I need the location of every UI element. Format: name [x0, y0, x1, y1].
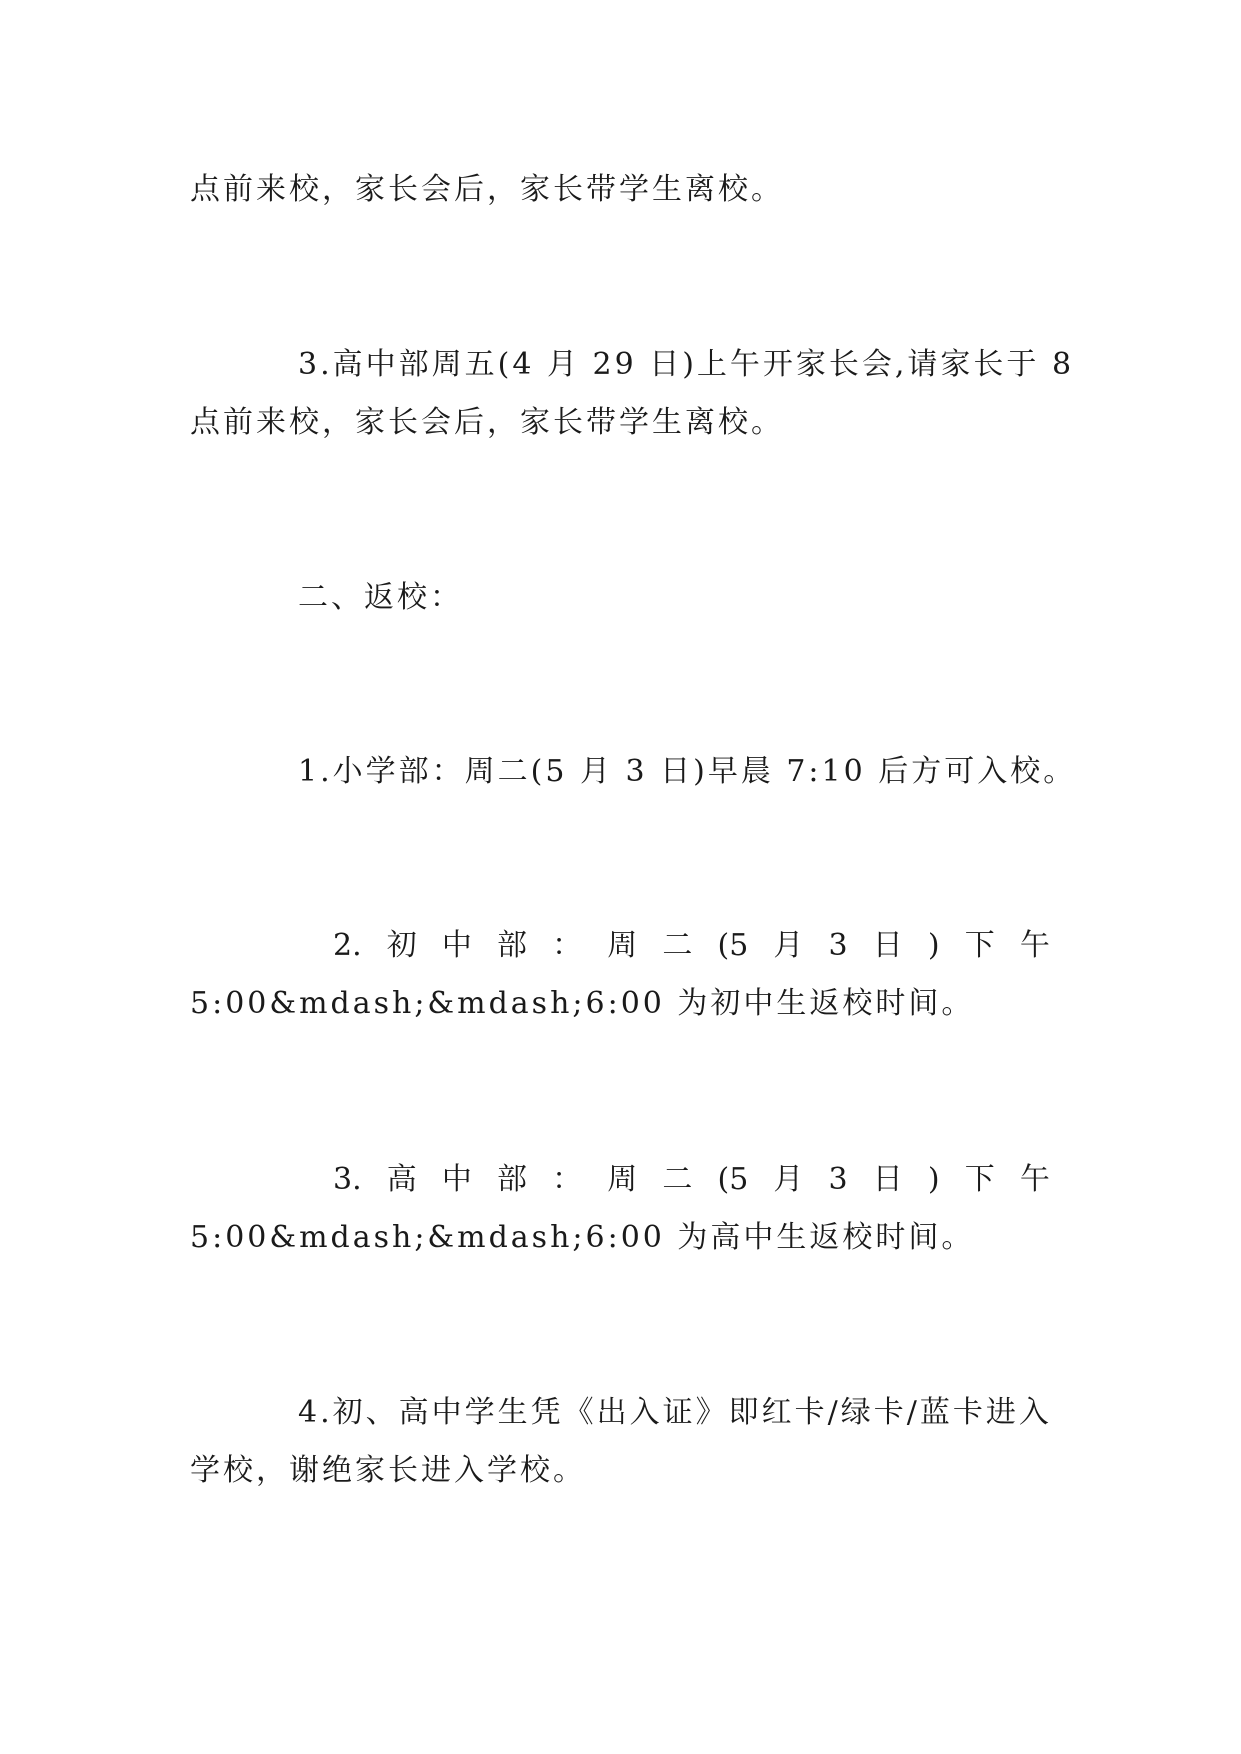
paragraph-1-line-1: 点前来校，家长会后，家长带学生离校。 [190, 172, 784, 207]
p5-token: 午 [1019, 1162, 1050, 1197]
p4-token: 2. [333, 928, 362, 963]
paragraph-4-line-2: 5:00&mdash;&mdash;6:00 为初中生返校时间。 [190, 986, 975, 1021]
p4-token: (5 [717, 928, 749, 963]
p5-token: 月 [773, 1162, 804, 1197]
p5-token: 周 [607, 1162, 638, 1197]
p5-token: ： [552, 1162, 583, 1197]
p4-token: 周 [607, 928, 638, 963]
paragraph-2-line-2: 点前来校，家长会后，家长带学生离校。 [190, 405, 784, 440]
p5-token: (5 [717, 1162, 749, 1197]
p4-token: 二 [662, 928, 693, 963]
p4-token: 午 [1019, 928, 1050, 963]
p4-token: ： [552, 928, 583, 963]
p4-token: 中 [441, 928, 472, 963]
paragraph-6-line-1: 4.初、高中学生凭《出入证》即红卡/绿卡/蓝卡进入 [298, 1395, 1052, 1430]
p5-token: ) [927, 1162, 940, 1197]
p5-token: 3. [333, 1162, 362, 1197]
paragraph-5-line-2: 5:00&mdash;&mdash;6:00 为高中生返校时间。 [190, 1220, 975, 1255]
p5-token: 3 [828, 1162, 848, 1197]
paragraph-6-line-2: 学校，谢绝家长进入学校。 [190, 1453, 586, 1488]
p4-token: 部 [497, 928, 527, 963]
p4-token: 月 [773, 928, 804, 963]
p5-token: 中 [441, 1162, 472, 1197]
p5-token: 高 [386, 1162, 417, 1197]
section-heading-return: 二、返校： [298, 580, 463, 615]
p5-token: 部 [497, 1162, 527, 1197]
p5-token: 下 [964, 1162, 995, 1197]
p4-token: 3 [828, 928, 848, 963]
p4-token: ) [927, 928, 940, 963]
paragraph-4-line-1 [333, 926, 1050, 966]
p4-token: 日 [872, 928, 903, 963]
paragraph-5-line-1 [333, 1160, 1050, 1200]
paragraph-2-line-1: 3.高中部周五(4 月 29 日)上午开家长会,请家长于 8 [298, 347, 1075, 382]
p5-token: 二 [662, 1162, 693, 1197]
p4-token: 初 [386, 928, 417, 963]
p5-token: 日 [872, 1162, 903, 1197]
paragraph-3-line-1: 1.小学部：周二(5 月 3 日)早晨 7:10 后方可入校。 [298, 754, 1077, 789]
p4-token: 下 [964, 928, 995, 963]
